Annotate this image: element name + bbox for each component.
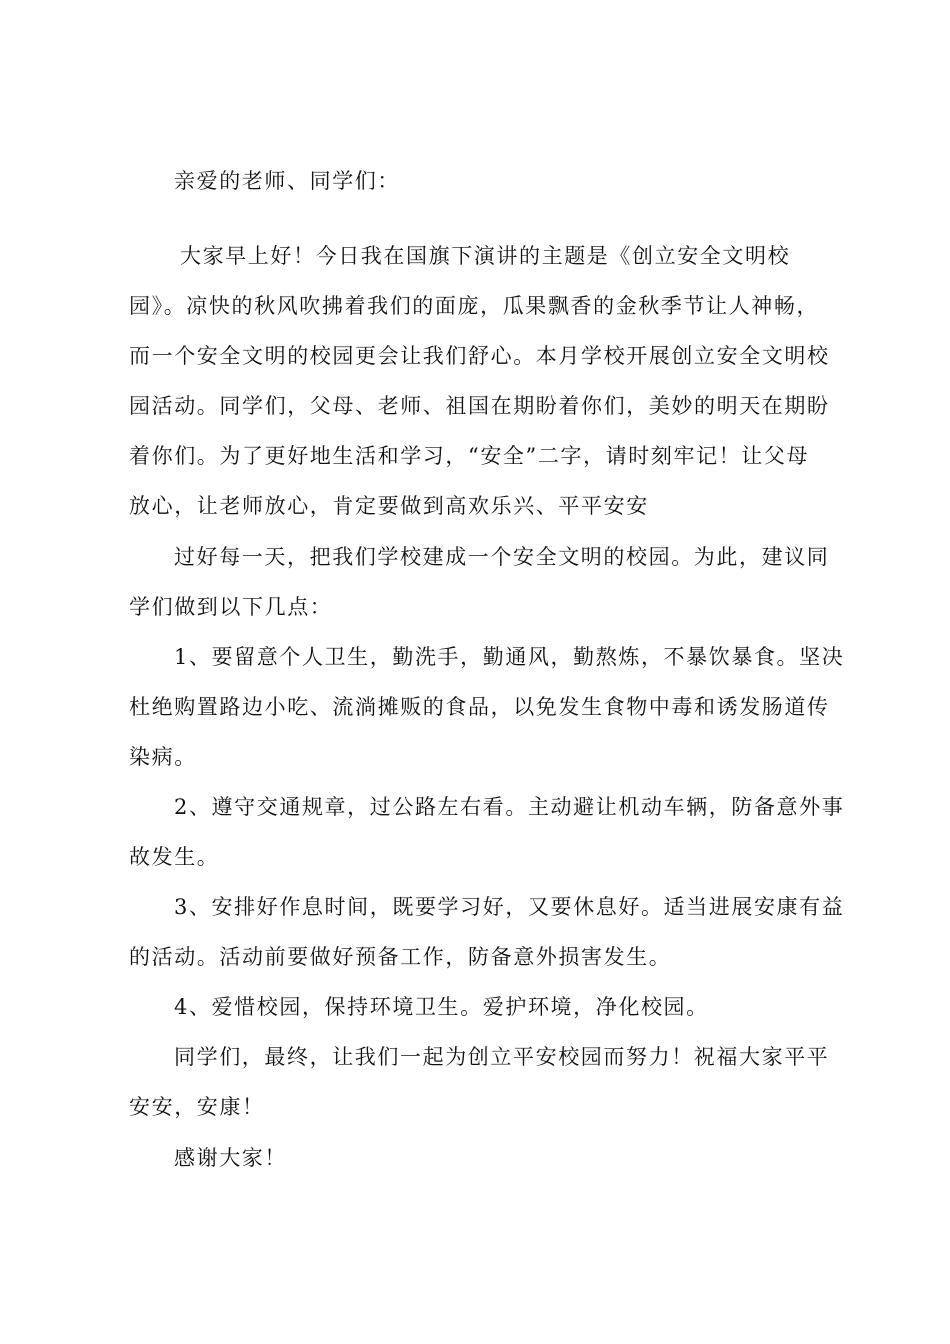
paragraph-line: 而一个安全文明的校园更会让我们舒心。本月学校开展创立安全文明校 (129, 344, 830, 368)
paragraph-line: 的活动。活动前要做好预备工作，防备意外损害发生。 (129, 945, 672, 969)
paragraph-line: 学们做到以下几点： (129, 595, 333, 619)
list-item-4: 4、爱惜校园，保持环境卫生。爱护环境，净化校园。 (174, 995, 709, 1019)
paragraph-line: 过好每一天，把我们学校建成一个安全文明的校园。为此，建议同 (174, 545, 830, 569)
list-item-3: 3、安排好作息时间，既要学习好，又要休息好。适当进展安康有益 (174, 895, 845, 919)
paragraph-line: 园活动。同学们，父母、老师、祖国在期盼着你们，美妙的明天在期盼 (129, 394, 830, 418)
list-item-2: 2、遵守交通规章，过公路左右看。主动避让机动车辆，防备意外事 (174, 795, 845, 819)
paragraph-line: 染病。 (129, 745, 197, 769)
paragraph-line: 着你们。为了更好地生活和学习，“安全”二字，请时刻牢记！让父母 (129, 444, 810, 468)
list-item-1: 1、要留意个人卫生，勤洗手，勤通风，勤熬炼，不暴饮暴食。坚决 (174, 645, 845, 669)
greeting: 亲爱的老师、同学们： (174, 169, 400, 193)
paragraph-line: 故发生。 (129, 845, 220, 869)
paragraph-line: 安安，安康！ (129, 1095, 265, 1119)
paragraph-line: 杜绝购置路边小吃、流淌摊贩的食品，以免发生食物中毒和诱发肠道传 (129, 695, 830, 719)
closing: 感谢大家！ (174, 1146, 287, 1170)
paragraph-line: 园》。凉快的秋风吹拂着我们的面庞，瓜果飘香的金秋季节让人神畅， (129, 294, 820, 318)
paragraph-line: 大家早上好！今日我在国旗下演讲的主题是《创立安全文明校 (180, 244, 791, 268)
paragraph-line: 同学们，最终，让我们一起为创立平安校园而努力！祝福大家平平 (174, 1045, 830, 1069)
paragraph-line: 放心，让老师放心，肯定要做到高欢乐兴、平平安安 (129, 494, 649, 518)
